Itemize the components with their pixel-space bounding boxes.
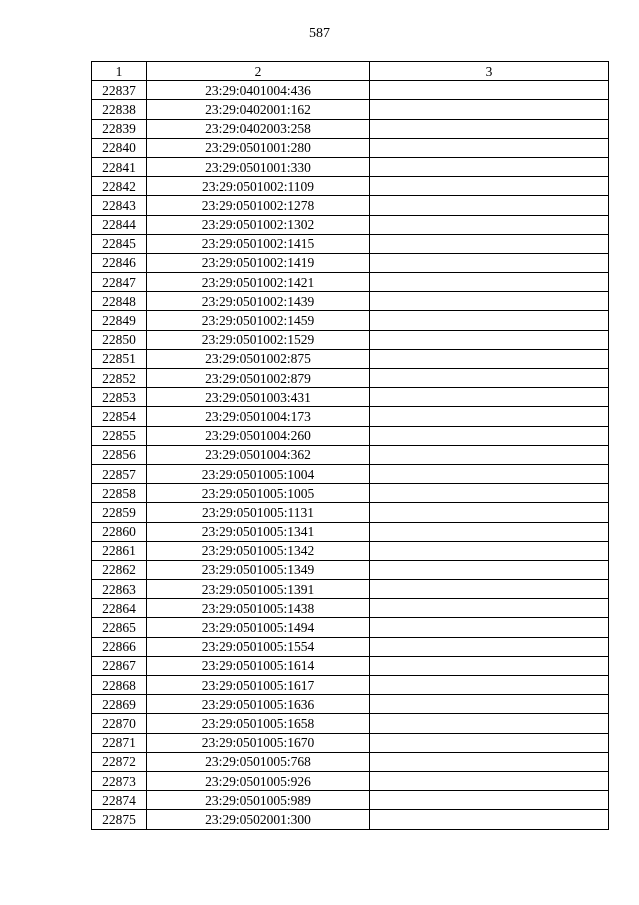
cadastral-number-cell: 23:29:0501005:1341 (147, 522, 370, 541)
table-row (92, 426, 609, 445)
row-number-cell: 22854 (92, 407, 147, 426)
table-row (92, 541, 609, 560)
data-table (91, 61, 609, 830)
row-number-cell: 22849 (92, 311, 147, 330)
table-row (92, 695, 609, 714)
header-cell-2: 2 (147, 62, 370, 81)
header-cell-1: 1 (92, 62, 147, 81)
cadastral-number-cell: 23:29:0501005:1005 (147, 484, 370, 503)
row-number-cell: 22848 (92, 292, 147, 311)
cadastral-number-cell: 23:29:0501005:768 (147, 752, 370, 771)
table-row (92, 330, 609, 349)
cadastral-number-cell: 23:29:0501005:1391 (147, 580, 370, 599)
table-row (92, 407, 609, 426)
row-number-cell: 22869 (92, 695, 147, 714)
table-row (92, 484, 609, 503)
table-row (92, 234, 609, 253)
table-row (92, 369, 609, 388)
table-row (92, 177, 609, 196)
row-number-cell: 22868 (92, 676, 147, 695)
cadastral-number-cell: 23:29:0501005:1131 (147, 503, 370, 522)
note-cell (370, 369, 609, 388)
table-row (92, 119, 609, 138)
cadastral-number-cell: 23:29:0501005:1636 (147, 695, 370, 714)
cadastral-number-cell: 23:29:0501005:1670 (147, 733, 370, 752)
row-number-cell: 22873 (92, 771, 147, 790)
row-number-cell: 22860 (92, 522, 147, 541)
note-cell (370, 676, 609, 695)
cadastral-number-cell: 23:29:0501003:431 (147, 388, 370, 407)
cadastral-number-cell: 23:29:0501002:879 (147, 369, 370, 388)
note-cell (370, 599, 609, 618)
row-number-cell: 22866 (92, 637, 147, 656)
table-row (92, 656, 609, 675)
cadastral-number-cell: 23:29:0501002:1419 (147, 253, 370, 272)
cadastral-number-cell: 23:29:0501005:1349 (147, 560, 370, 579)
cadastral-number-cell: 23:29:0501005:1342 (147, 541, 370, 560)
note-cell (370, 714, 609, 733)
row-number-cell: 22840 (92, 138, 147, 157)
cadastral-number-cell: 23:29:0502001:300 (147, 810, 370, 829)
note-cell (370, 138, 609, 157)
row-number-cell: 22846 (92, 253, 147, 272)
row-number-cell: 22856 (92, 445, 147, 464)
note-cell (370, 330, 609, 349)
table-row (92, 445, 609, 464)
cadastral-number-cell: 23:29:0501001:280 (147, 138, 370, 157)
table-header (92, 62, 609, 81)
cadastral-number-cell: 23:29:0501005:1617 (147, 676, 370, 695)
row-number-cell: 22863 (92, 580, 147, 599)
table-body (92, 81, 609, 829)
table-row (92, 503, 609, 522)
cadastral-number-cell: 23:29:0501002:1302 (147, 215, 370, 234)
row-number-cell: 22874 (92, 791, 147, 810)
note-cell (370, 426, 609, 445)
note-cell (370, 733, 609, 752)
note-cell (370, 637, 609, 656)
note-cell (370, 157, 609, 176)
note-cell (370, 771, 609, 790)
note-cell (370, 234, 609, 253)
note-cell (370, 752, 609, 771)
row-number-cell: 22875 (92, 810, 147, 829)
note-cell (370, 810, 609, 829)
note-cell (370, 484, 609, 503)
note-cell (370, 349, 609, 368)
row-number-cell: 22839 (92, 119, 147, 138)
cadastral-number-cell: 23:29:0501002:1278 (147, 196, 370, 215)
row-number-cell: 22859 (92, 503, 147, 522)
header-cell-3: 3 (370, 62, 609, 81)
table-row (92, 733, 609, 752)
table-row (92, 311, 609, 330)
row-number-cell: 22855 (92, 426, 147, 445)
row-number-cell: 22871 (92, 733, 147, 752)
note-cell (370, 464, 609, 483)
table-row (92, 791, 609, 810)
table-row (92, 81, 609, 100)
row-number-cell: 22864 (92, 599, 147, 618)
row-number-cell: 22852 (92, 369, 147, 388)
row-number-cell: 22872 (92, 752, 147, 771)
table-row (92, 522, 609, 541)
note-cell (370, 177, 609, 196)
cadastral-number-cell: 23:29:0402003:258 (147, 119, 370, 138)
note-cell (370, 292, 609, 311)
note-cell (370, 656, 609, 675)
row-number-cell: 22853 (92, 388, 147, 407)
note-cell (370, 100, 609, 119)
cadastral-number-cell: 23:29:0401004:436 (147, 81, 370, 100)
table-row (92, 196, 609, 215)
cadastral-number-cell: 23:29:0501002:1439 (147, 292, 370, 311)
note-cell (370, 541, 609, 560)
table-row (92, 138, 609, 157)
cadastral-number-cell: 23:29:0501002:1109 (147, 177, 370, 196)
row-number-cell: 22847 (92, 273, 147, 292)
row-number-cell: 22843 (92, 196, 147, 215)
cadastral-number-cell: 23:29:0501005:1658 (147, 714, 370, 733)
table-row (92, 714, 609, 733)
note-cell (370, 119, 609, 138)
cadastral-number-cell: 23:29:0402001:162 (147, 100, 370, 119)
row-number-cell: 22862 (92, 560, 147, 579)
note-cell (370, 695, 609, 714)
cadastral-number-cell: 23:29:0501002:875 (147, 349, 370, 368)
row-number-cell: 22851 (92, 349, 147, 368)
table-row (92, 273, 609, 292)
row-number-cell: 22841 (92, 157, 147, 176)
row-number-cell: 22857 (92, 464, 147, 483)
note-cell (370, 81, 609, 100)
row-number-cell: 22858 (92, 484, 147, 503)
cadastral-number-cell: 23:29:0501005:1614 (147, 656, 370, 675)
header-row (92, 62, 609, 81)
cadastral-number-cell: 23:29:0501005:1494 (147, 618, 370, 637)
note-cell (370, 273, 609, 292)
note-cell (370, 445, 609, 464)
cadastral-number-cell: 23:29:0501004:362 (147, 445, 370, 464)
table-row (92, 560, 609, 579)
note-cell (370, 311, 609, 330)
row-number-cell: 22850 (92, 330, 147, 349)
table-row (92, 100, 609, 119)
note-cell (370, 560, 609, 579)
row-number-cell: 22861 (92, 541, 147, 560)
note-cell (370, 503, 609, 522)
table-row (92, 637, 609, 656)
table-row (92, 771, 609, 790)
cadastral-number-cell: 23:29:0501005:989 (147, 791, 370, 810)
row-number-cell: 22865 (92, 618, 147, 637)
table-row (92, 388, 609, 407)
row-number-cell: 22844 (92, 215, 147, 234)
row-number-cell: 22845 (92, 234, 147, 253)
row-number-cell: 22837 (92, 81, 147, 100)
cadastral-number-cell: 23:29:0501004:173 (147, 407, 370, 426)
table-row (92, 215, 609, 234)
table-row (92, 752, 609, 771)
note-cell (370, 407, 609, 426)
cadastral-number-cell: 23:29:0501002:1459 (147, 311, 370, 330)
table-row (92, 157, 609, 176)
cadastral-number-cell: 23:29:0501001:330 (147, 157, 370, 176)
table-row (92, 676, 609, 695)
cadastral-number-cell: 23:29:0501005:1438 (147, 599, 370, 618)
row-number-cell: 22867 (92, 656, 147, 675)
cadastral-number-cell: 23:29:0501002:1421 (147, 273, 370, 292)
note-cell (370, 522, 609, 541)
table-row (92, 580, 609, 599)
note-cell (370, 196, 609, 215)
cadastral-number-cell: 23:29:0501004:260 (147, 426, 370, 445)
note-cell (370, 388, 609, 407)
table-row (92, 618, 609, 637)
table-row (92, 253, 609, 272)
cadastral-number-cell: 23:29:0501005:1004 (147, 464, 370, 483)
table-row (92, 464, 609, 483)
page-number: 587 (309, 26, 330, 41)
table-row (92, 810, 609, 829)
note-cell (370, 215, 609, 234)
cadastral-number-cell: 23:29:0501002:1415 (147, 234, 370, 253)
note-cell (370, 618, 609, 637)
note-cell (370, 253, 609, 272)
row-number-cell: 22842 (92, 177, 147, 196)
note-cell (370, 580, 609, 599)
table-row (92, 292, 609, 311)
cadastral-number-cell: 23:29:0501005:1554 (147, 637, 370, 656)
note-cell (370, 791, 609, 810)
cadastral-number-cell: 23:29:0501002:1529 (147, 330, 370, 349)
table-row (92, 599, 609, 618)
row-number-cell: 22870 (92, 714, 147, 733)
table-row (92, 349, 609, 368)
cadastral-number-cell: 23:29:0501005:926 (147, 771, 370, 790)
row-number-cell: 22838 (92, 100, 147, 119)
